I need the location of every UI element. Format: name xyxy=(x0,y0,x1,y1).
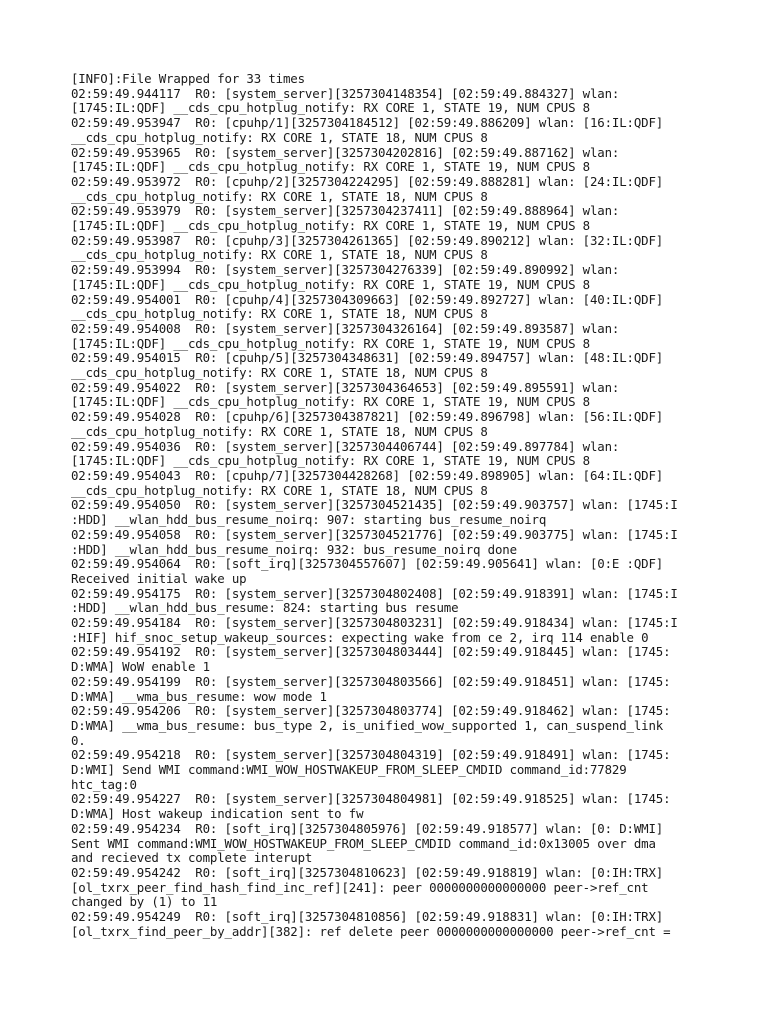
log-line: 02:59:49.953994 R0: [system_server][3257304276339] [02:59:49.890992] wlan: xyxy=(71,262,620,278)
log-line: 02:59:49.954242 R0: [soft_irq][3257304810623] [02:59:49.918819] wlan: [0:IH:TRX] xyxy=(71,864,664,880)
log-line: 0. xyxy=(71,732,86,748)
log-line: 02:59:49.954184 R0: [system_server][3257304803231] [02:59:49.918434] wlan: [1745:I xyxy=(71,615,678,631)
log-line: Received initial wake up xyxy=(71,570,247,586)
log-line: 02:59:49.954028 R0: [cpuhp/6][3257304387821] [02:59:49.896798] wlan: [56:IL:QDF] xyxy=(71,409,664,425)
log-line: [INFO]:File Wrapped for 33 times xyxy=(71,71,305,86)
log-line: 02:59:49.953987 R0: [cpuhp/3][3257304261365] [02:59:49.890212] wlan: [32:IL:QDF] xyxy=(71,232,664,248)
log-line: [1745:IL:QDF] __cds_cpu_hotplug_notify: RX CORE 1, STATE 19, NUM CPUS 8 xyxy=(71,453,590,469)
log-line: 02:59:49.954218 R0: [system_server][3257304804319] [02:59:49.918491] wlan: [1745: xyxy=(71,747,671,763)
log-line: and recieved tx complete interupt xyxy=(71,850,313,866)
log-line: __cds_cpu_hotplug_notify: RX CORE 1, STATE 18, NUM CPUS 8 xyxy=(71,247,488,263)
log-line: 02:59:49.954227 R0: [system_server][3257304804981] [02:59:49.918525] wlan: [1745: xyxy=(71,791,671,807)
log-line: __cds_cpu_hotplug_notify: RX CORE 1, STATE 18, NUM CPUS 8 xyxy=(71,365,488,381)
log-line: :HDD] __wlan_hdd_bus_resume: 824: starting bus resume xyxy=(71,600,459,616)
log-line: :HDD] __wlan_hdd_bus_resume_noirq: 907: starting bus_resume_noirq xyxy=(71,512,547,528)
log-line: 02:59:49.954175 R0: [system_server][3257304802408] [02:59:49.918391] wlan: [1745:I xyxy=(71,585,678,601)
log-line: [1745:IL:QDF] __cds_cpu_hotplug_notify: RX CORE 1, STATE 19, NUM CPUS 8 xyxy=(71,394,590,410)
log-document xyxy=(71,72,731,939)
log-line: __cds_cpu_hotplug_notify: RX CORE 1, STATE 18, NUM CPUS 8 xyxy=(71,129,488,145)
log-line: 02:59:49.954206 R0: [system_server][3257304803774] [02:59:49.918462] wlan: [1745: xyxy=(71,703,671,719)
log-line: D:WMA] Host wakeup indication sent to fw xyxy=(71,806,364,822)
log-line: 02:59:49.954015 R0: [cpuhp/5][3257304348631] [02:59:49.894757] wlan: [48:IL:QDF] xyxy=(71,350,664,366)
log-line: [1745:IL:QDF] __cds_cpu_hotplug_notify: RX CORE 1, STATE 19, NUM CPUS 8 xyxy=(71,159,590,175)
log-line: 02:59:49.954001 R0: [cpuhp/4][3257304309663] [02:59:49.892727] wlan: [40:IL:QDF] xyxy=(71,291,664,307)
log-line: 02:59:49.954036 R0: [system_server][3257304406744] [02:59:49.897784] wlan: xyxy=(71,438,620,454)
log-line: D:WMA] __wma_bus_resume: bus_type 2, is_unified_wow_supported 1, can_suspend_link xyxy=(71,717,664,733)
log-line: [1745:IL:QDF] __cds_cpu_hotplug_notify: RX CORE 1, STATE 19, NUM CPUS 8 xyxy=(71,100,590,116)
log-line: D:WMI] Send WMI command:WMI_WOW_HOSTWAKEUP_FROM_SLEEP_CMDID command_id:77829 xyxy=(71,762,627,778)
log-line: 02:59:49.953979 R0: [system_server][3257304237411] [02:59:49.888964] wlan: xyxy=(71,203,620,219)
log-line: D:WMA] __wma_bus_resume: wow mode 1 xyxy=(71,688,327,704)
log-line: changed by (1) to 11 xyxy=(71,894,218,910)
log-line: 02:59:49.954008 R0: [system_server][3257304326164] [02:59:49.893587] wlan: xyxy=(71,320,620,336)
log-line: Sent WMI command:WMI_WOW_HOSTWAKEUP_FROM_SLEEP_CMDID command_id:0x13005 over dma xyxy=(71,835,656,851)
log-line: __cds_cpu_hotplug_notify: RX CORE 1, STATE 18, NUM CPUS 8 xyxy=(71,423,488,439)
log-line: 02:59:49.953972 R0: [cpuhp/2][3257304224295] [02:59:49.888281] wlan: [24:IL:QDF] xyxy=(71,173,664,189)
log-line: 02:59:49.953947 R0: [cpuhp/1][3257304184512] [02:59:49.886209] wlan: [16:IL:QDF] xyxy=(71,115,664,131)
log-line: 02:59:49.954234 R0: [soft_irq][3257304805976] [02:59:49.918577] wlan: [0: D:WMI] xyxy=(71,820,664,836)
log-line: [1745:IL:QDF] __cds_cpu_hotplug_notify: RX CORE 1, STATE 19, NUM CPUS 8 xyxy=(71,276,590,292)
log-line: 02:59:49.954249 R0: [soft_irq][3257304810856] [02:59:49.918831] wlan: [0:IH:TRX] xyxy=(71,909,664,925)
log-line: __cds_cpu_hotplug_notify: RX CORE 1, STATE 18, NUM CPUS 8 xyxy=(71,306,488,322)
log-line: 02:59:49.954058 R0: [system_server][3257304521776] [02:59:49.903775] wlan: [1745:I xyxy=(71,526,678,542)
log-line: 02:59:49.954050 R0: [system_server][3257304521435] [02:59:49.903757] wlan: [1745:I xyxy=(71,497,678,513)
log-line: D:WMA] WoW enable 1 xyxy=(71,659,210,675)
log-line: 02:59:49.954022 R0: [system_server][3257304364653] [02:59:49.895591] wlan: xyxy=(71,379,620,395)
log-line: [1745:IL:QDF] __cds_cpu_hotplug_notify: RX CORE 1, STATE 19, NUM CPUS 8 xyxy=(71,335,590,351)
log-line: :HIF] hif_snoc_setup_wakeup_sources: expecting wake from ce 2, irq 114 enable 0 xyxy=(71,629,649,645)
log-line: 02:59:49.954199 R0: [system_server][3257304803566] [02:59:49.918451] wlan: [1745: xyxy=(71,673,671,689)
log-line: __cds_cpu_hotplug_notify: RX CORE 1, STATE 18, NUM CPUS 8 xyxy=(71,482,488,498)
log-line: 02:59:49.954064 R0: [soft_irq][3257304557607] [02:59:49.905641] wlan: [0:E :QDF] xyxy=(71,556,664,572)
log-line: __cds_cpu_hotplug_notify: RX CORE 1, STATE 18, NUM CPUS 8 xyxy=(71,188,488,204)
log-line: 02:59:49.944117 R0: [system_server][3257304148354] [02:59:49.884327] wlan: xyxy=(71,85,620,101)
log-line: [ol_txrx_peer_find_hash_find_inc_ref][241]: peer 0000000000000000 peer->ref_cnt xyxy=(71,879,649,895)
log-line: 02:59:49.954192 R0: [system_server][3257304803444] [02:59:49.918445] wlan: [1745: xyxy=(71,644,671,660)
log-line: htc_tag:0 xyxy=(71,776,137,792)
log-line: [1745:IL:QDF] __cds_cpu_hotplug_notify: RX CORE 1, STATE 19, NUM CPUS 8 xyxy=(71,218,590,234)
log-line: 02:59:49.954043 R0: [cpuhp/7][3257304428268] [02:59:49.898905] wlan: [64:IL:QDF] xyxy=(71,467,664,483)
log-line: :HDD] __wlan_hdd_bus_resume_noirq: 932: bus_resume_noirq done xyxy=(71,541,517,557)
log-line: [ol_txrx_find_peer_by_addr][382]: ref delete peer 0000000000000000 peer->ref_cnt = xyxy=(71,923,671,939)
log-line: 02:59:49.953965 R0: [system_server][3257304202816] [02:59:49.887162] wlan: xyxy=(71,144,620,160)
